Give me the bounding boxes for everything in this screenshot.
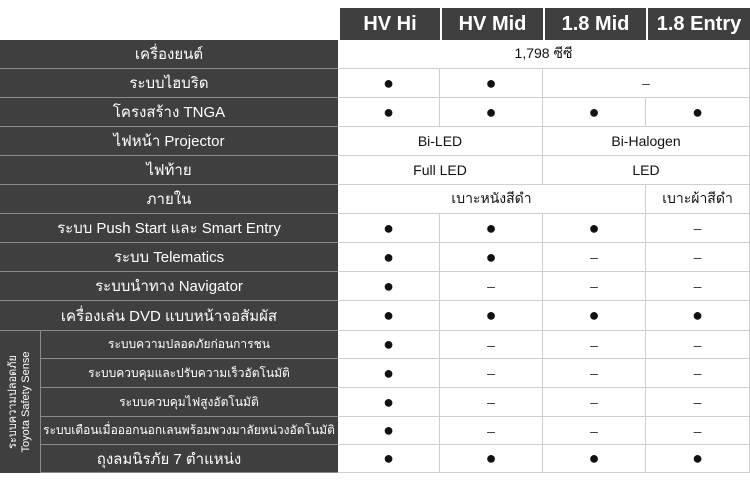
feature-label: ระบบควบคุมไฟสูงอัตโนมัติ (40, 388, 338, 417)
available-dot: ● (338, 301, 440, 331)
feature-label: ถุงลมนิรภัย 7 ตำแหน่ง (0, 445, 338, 473)
feature-label: ไฟท้าย (0, 156, 338, 185)
unavailable-dash: – (440, 272, 543, 301)
available-dot: ● (646, 445, 750, 473)
unavailable-dash: – (646, 272, 750, 301)
feature-label: ระบบ Telematics (0, 243, 338, 272)
feature-label: ระบบความปลอดภัยก่อนการชน (40, 331, 338, 359)
value-cell: Bi-LED (338, 127, 543, 156)
value-cell: Bi-Halogen (543, 127, 750, 156)
unavailable-dash: – (646, 417, 750, 445)
value-cell: Full LED (338, 156, 543, 185)
available-dot: ● (338, 243, 440, 272)
unavailable-dash: – (543, 359, 646, 388)
feature-label: เครื่องยนต์ (0, 40, 338, 69)
unavailable-dash: – (646, 214, 750, 243)
unavailable-dash: – (440, 359, 543, 388)
available-dot: ● (646, 301, 750, 331)
available-dot: ● (440, 69, 543, 98)
unavailable-dash: – (646, 243, 750, 272)
feature-label: ภายใน (0, 185, 338, 214)
unavailable-dash: – (543, 69, 750, 98)
feature-label: เครื่องเล่น DVD แบบหน้าจอสัมผัส (0, 301, 338, 331)
unavailable-dash: – (543, 388, 646, 417)
available-dot: ● (338, 214, 440, 243)
value-cell: เบาะหนังสีดำ (338, 185, 646, 214)
available-dot: ● (440, 214, 543, 243)
available-dot: ● (543, 98, 646, 127)
unavailable-dash: – (440, 388, 543, 417)
unavailable-dash: – (543, 331, 646, 359)
model-header-1: HV Hi (338, 8, 440, 40)
available-dot: ● (440, 243, 543, 272)
feature-label: ไฟหน้า Projector (0, 127, 338, 156)
model-header-3: 1.8 Mid (543, 8, 646, 40)
unavailable-dash: – (543, 243, 646, 272)
available-dot: ● (338, 331, 440, 359)
feature-label: ระบบควบคุมและปรับความเร็วอัตโนมัติ (40, 359, 338, 388)
available-dot: ● (338, 98, 440, 127)
feature-label: ระบบไฮบริด (0, 69, 338, 98)
value-cell: เบาะผ้าสีดำ (646, 185, 750, 214)
feature-label: ระบบนำทาง Navigator (0, 272, 338, 301)
feature-label: ระบบ Push Start และ Smart Entry (0, 214, 338, 243)
value-cell: 1,798 ซีซี (338, 40, 750, 69)
available-dot: ● (440, 98, 543, 127)
unavailable-dash: – (646, 359, 750, 388)
unavailable-dash: – (440, 417, 543, 445)
feature-label: โครงสร้าง TNGA (0, 98, 338, 127)
available-dot: ● (338, 359, 440, 388)
available-dot: ● (543, 301, 646, 331)
available-dot: ● (543, 214, 646, 243)
available-dot: ● (440, 445, 543, 473)
model-header-2: HV Mid (440, 8, 543, 40)
unavailable-dash: – (440, 331, 543, 359)
unavailable-dash: – (543, 417, 646, 445)
unavailable-dash: – (543, 272, 646, 301)
available-dot: ● (338, 417, 440, 445)
unavailable-dash: – (646, 388, 750, 417)
available-dot: ● (338, 445, 440, 473)
available-dot: ● (440, 301, 543, 331)
safety-group-label (0, 331, 41, 473)
available-dot: ● (338, 69, 440, 98)
available-dot: ● (338, 388, 440, 417)
feature-label: ระบบเตือนเมื่อออกนอกเลนพร้อมพวงมาลัยหน่วงอัตโนมัติ (40, 417, 338, 445)
available-dot: ● (338, 272, 440, 301)
value-cell: LED (543, 156, 750, 185)
model-header-4: 1.8 Entry (646, 8, 750, 40)
safety-group-label-th: ระบบความปลอดภัย (7, 355, 19, 449)
safety-group-label-en: Toyota Safety Sense (20, 351, 32, 453)
available-dot: ● (646, 98, 750, 127)
unavailable-dash: – (646, 331, 750, 359)
available-dot: ● (543, 445, 646, 473)
